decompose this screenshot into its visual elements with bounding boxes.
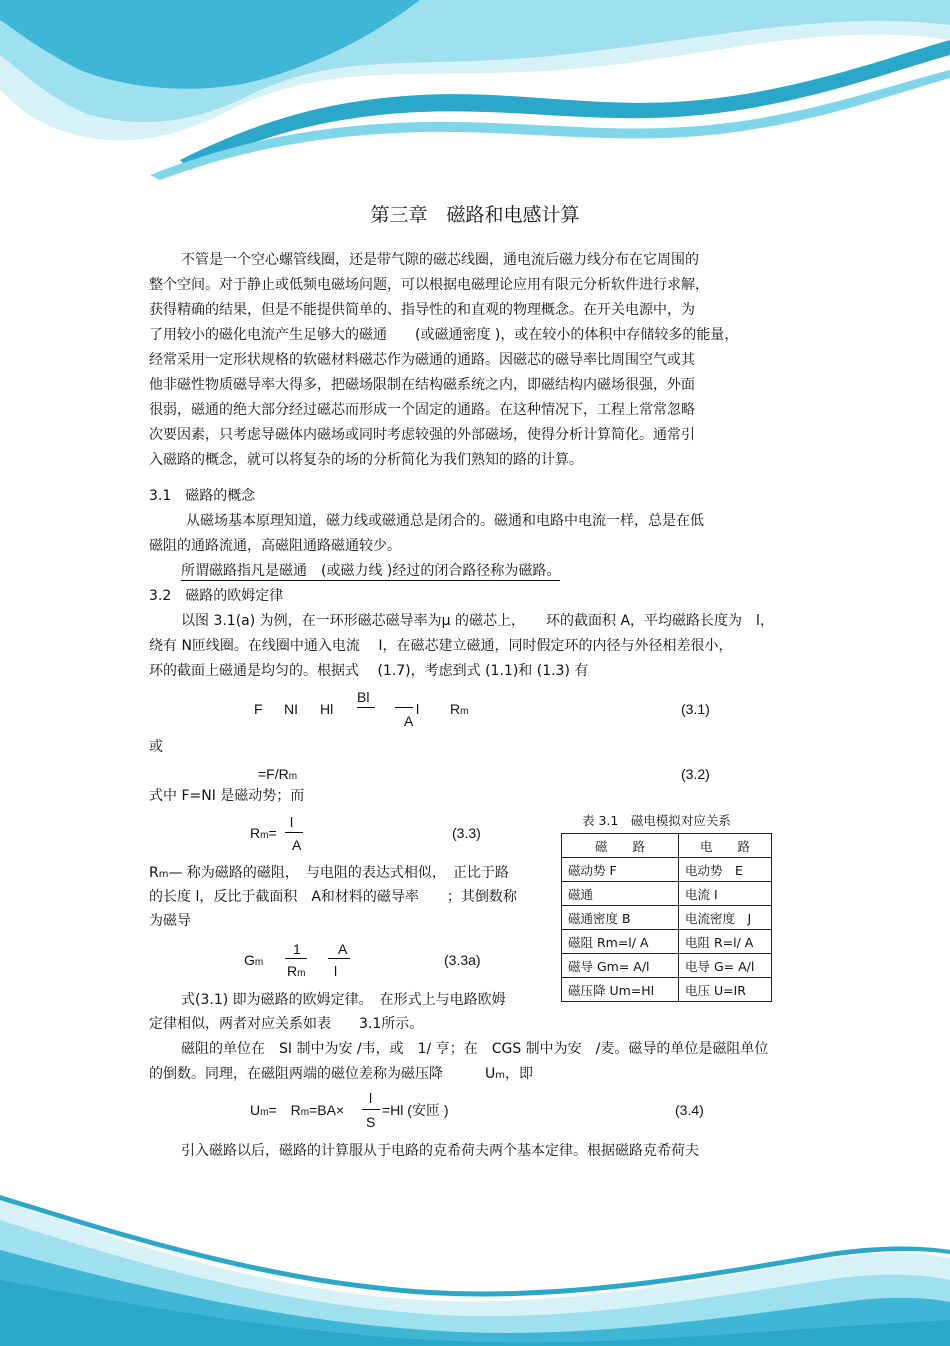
body-line: 磁阻的通路流通，高磁阻通路磁通较少。 [149, 538, 401, 554]
column-header: 磁 路 [562, 834, 679, 858]
table-row: 磁压降 Um=Hl 电压 U=IR [562, 978, 772, 1002]
table-row: 磁动势 F 电动势 E [562, 858, 772, 882]
table-row: 磁阻 Rm=l/ A 电阻 R=l/ A [562, 930, 772, 954]
body-line: 环的截面上磁通是均匀的。根据式 (1.7)，考虑到式 (1.1)和 (1.3) 有 [149, 663, 589, 679]
table-header-row [562, 834, 772, 858]
body-line: Rm— 称为磁路的磁阻， 与电阻的表达式相似， 正比于路 [149, 865, 509, 881]
top-wave-decoration [0, 0, 950, 180]
equation-number: (3.3a) [444, 952, 481, 968]
intro-line: 整个空间。对于静止或低频电磁场问题，可以根据电磁理论应用有限元分析软件进行求解， [149, 277, 709, 293]
equation-number: (3.3) [452, 825, 481, 841]
or-text: 或 [149, 739, 163, 755]
body-line: 以图 3.1(a) 为例，在一环形磁芯磁导率为μ 的磁芯上， 环的截面积 A，平均磁路长度为 l， [181, 613, 774, 629]
body-line: 式(3.1) 即为磁路的欧姆定律。 在形式上与电路欧姆 [181, 992, 506, 1008]
section-heading-3-2: 3.2 磁路的欧姆定律 [149, 588, 284, 604]
intro-line: 不管是一个空心螺管线圈，还是带气隙的磁芯线圈，通电流后磁力线分布在它周围的 [181, 252, 699, 268]
table-caption: 表 3.1 磁电模拟对应关系 [582, 813, 731, 828]
body-line: 的倒数。同理，在磁阻两端的磁位差称为磁压降 Um，即 [149, 1066, 533, 1082]
intro-line: 经常采用一定形状规格的软磁材料磁芯作为磁通的通路。因磁芯的磁导率比周围空气或其 [149, 352, 695, 368]
equation-number: (3.4) [675, 1102, 704, 1118]
body-line: 从磁场基本原理知道，磁力线或磁通总是闭合的。磁通和电路中电流一样，总是在低 [186, 513, 704, 529]
body-line: 磁阻的单位在 SI 制中为安 /韦，或 1/ 亨；在 CGS 制中为安 /麦。磁导的单位是磁阻单位 [181, 1041, 769, 1057]
section-heading-3-1: 3.1 磁路的概念 [149, 488, 256, 504]
body-line: 的长度 l，反比于截面积 A和材料的磁导率 ；其倒数称 [149, 889, 517, 905]
magnetic-electric-analogy-table [561, 833, 772, 1002]
equation-number: (3.1) [681, 701, 710, 717]
body-line: 定律相似，两者对应关系如表 3.1所示。 [149, 1016, 424, 1032]
magnetic-circuit-definition: 所谓磁路指凡是磁通 (或磁力线 )经过的闭合路径称为磁路。 [181, 563, 561, 579]
equation-number: (3.2) [681, 766, 710, 782]
bottom-wave-decoration [0, 1180, 950, 1346]
body-line: 式中 F=NI 是磁动势；而 [149, 788, 305, 804]
body-line: 绕有 N匝线圈。在线圈中通入电流 I，在磁芯建立磁通，同时假定环的内径与外径相差很小， [149, 638, 733, 654]
intro-line: 入磁路的概念，就可以将复杂的场的分析简化为我们熟知的路的计算。 [149, 452, 583, 468]
intro-line: 很弱，磁通的绝大部分经过磁芯而形成一个固定的通路。在这种情况下，工程上常常忽略 [149, 402, 695, 418]
column-header: 电 路 [679, 834, 772, 858]
table-row: 磁通密度 B 电流密度 J [562, 906, 772, 930]
intro-line: 他非磁性物质磁导率大得多，把磁场限制在结构磁系统之内，即磁结构内磁场很强，外面 [149, 377, 695, 393]
intro-line: 了用较小的磁化电流产生足够大的磁通 (或磁通密度 )，或在较小的体积中存储较多的能量， [149, 327, 739, 343]
table-row: 磁导 Gm= A/l 电导 G= A/l [562, 954, 772, 978]
body-line: 为磁导 [149, 913, 191, 929]
chapter-title: 第三章 磁路和电感计算 [370, 204, 580, 226]
intro-line: 获得精确的结果，但是不能提供简单的、指导性的和直观的物理概念。在开关电源中，为 [149, 302, 695, 318]
table-row: 磁通 电流 I [562, 882, 772, 906]
intro-line: 次要因素，只考虑导磁体内磁场或同时考虑较强的外部磁场，使得分析计算简化。通常引 [149, 427, 695, 443]
body-line: 引入磁路以后，磁路的计算服从于电路的克希荷夫两个基本定律。根据磁路克希荷夫 [181, 1143, 699, 1159]
